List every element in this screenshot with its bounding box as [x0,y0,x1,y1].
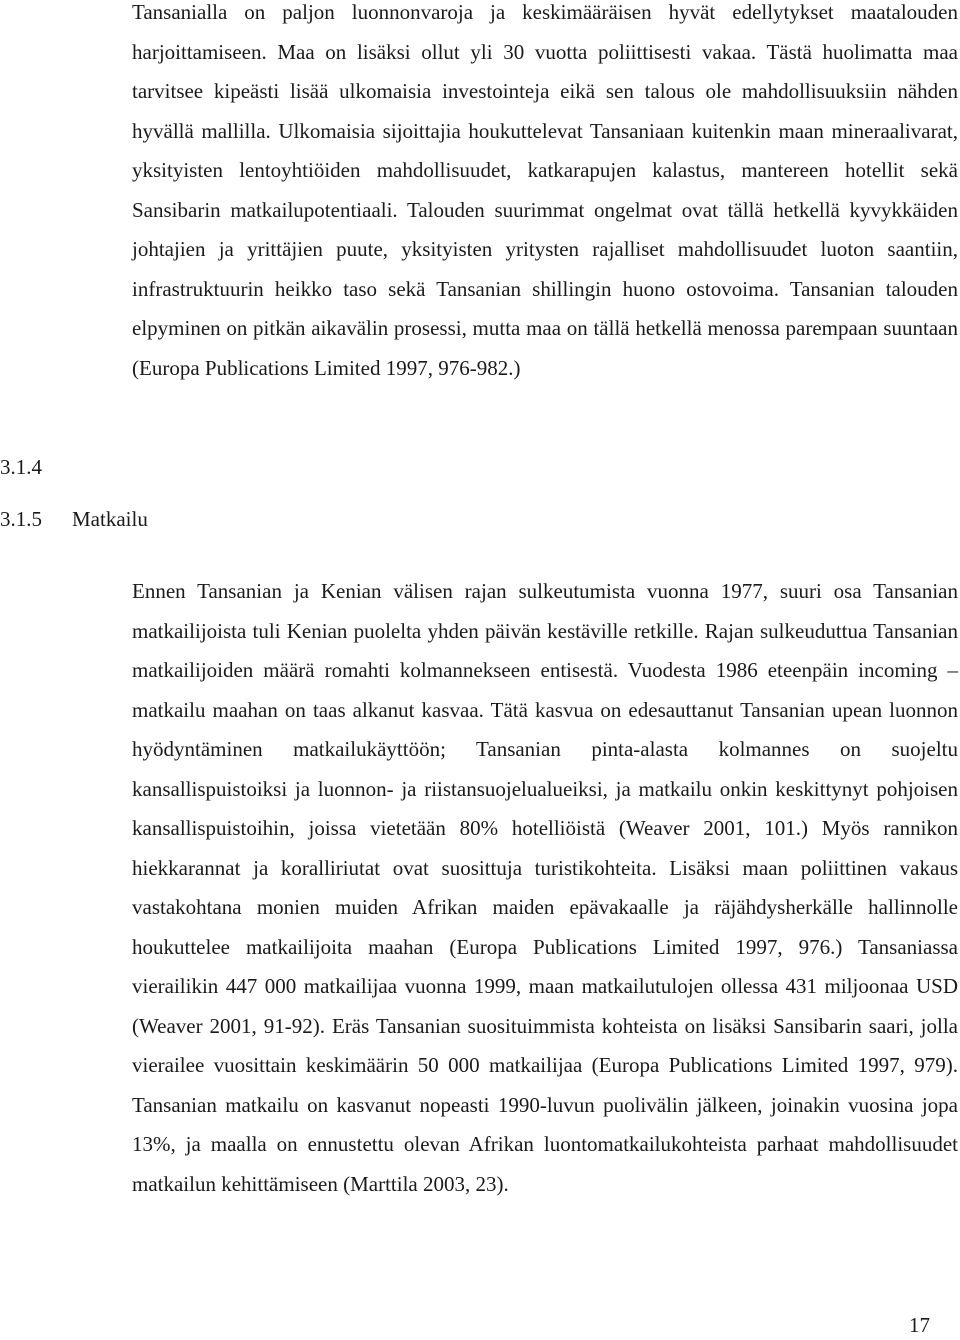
section-heading-3-1-4 [0,452,72,482]
section-heading-3-1-5 [0,504,148,534]
page-number: 17 [909,1313,930,1337]
body-paragraph-tourism: Ennen Tansanian ja Kenian välisen rajan sulkeutumista vuonna 1977, suuri osa Tansanian matkailijoista tuli Kenian puolelta yhden päivän kestäville retkille. Rajan sulkeuduttua Tansanian matkailijoiden määrä romahti kolmannekseen entisestä. Vuodesta 1986 eteenpäin incoming – matkailu maahan on taas alkanut kasvaa. Tätä kasvua on edesauttanut Tansanian upean luonnon hyödyntäminen matkailukäyttöön; Tansanian pinta-alasta kolmannes on suojeltu kansallispuistoiksi ja luonnon- ja riistansuojelualueiksi, ja matkailu onkin keskittynyt pohjoisen kansallispuistoihin, joissa vietetään 80% hotelliöistä (Weaver 2001, 101.) Myös rannikon hiekkarannat ja koralliriutat ovat suosittuja turistikohteita. Lisäksi maan poliittinen vakaus vastakohtana monien muiden Afrikan maiden epävakaalle ja räjähdysherkälle hallinnolle houkuttelee matkailijoita maahan (Europa Publications Limited 1997, 976.) Tansaniassa vierailikin 447 000 matkailijaa vuonna 1999, maan matkailutulojen ollessa 431 miljoonaa USD (Weaver 2001, 91-92). Eräs Tansanian suosituimmista kohteista on lisäksi Sansibarin saari, jolla vierailee vuosittain keskimäärin 50 000 matkailijaa (Europa Publications Limited 1997, 979). Tansanian matkailu on kasvanut nopeasti 1990-luvun puolivälin jälkeen, joinakin vuosina jopa 13%, ja maalla on ennustettu olevan Afrikan luontomatkailukohteista parhaat mahdollisuudet matkailun kehittämiseen (Marttila 2003, 23). [132,579,958,1196]
section-number: 3.1.5 [0,507,42,531]
body-paragraph-economy: Tansanialla on paljon luonnonvaroja ja keskimääräisen hyvät edellytykset maatalouden harjoittamiseen. Maa on lisäksi ollut yli 30 vuotta poliittisesti vakaa. Tästä huolimatta maa tarvitsee kipeästi lisää ulkomaisia investointeja eikä sen talous ole mahdollisuuksiin nähden hyvällä mallilla. Ulkomaisia sijoittajia houkuttelevat Tansaniaan kuitenkin maan mineraalivarat, yksityisten lentoyhtiöiden mahdollisuudet, katkarapujen kalastus, mantereen hotellit sekä Sansibarin matkailupotentiaali. Talouden suurimmat ongelmat ovat tällä hetkellä kyvykkäiden johtajien ja yrittäjien puute, yksityisten yritysten rajalliset mahdollisuudet luoton saantiin, infrastruktuurin heikko taso sekä Tansanian shillingin huono ostovoima. Tansanian talouden elpyminen on pitkän aikavälin prosessi, mutta maa on tällä hetkellä menossa parempaan suuntaan (Europa Publications Limited 1997, 976-982.) [132,0,958,380]
section-title: Matkailu [72,507,148,531]
section-number: 3.1.4 [0,455,42,479]
